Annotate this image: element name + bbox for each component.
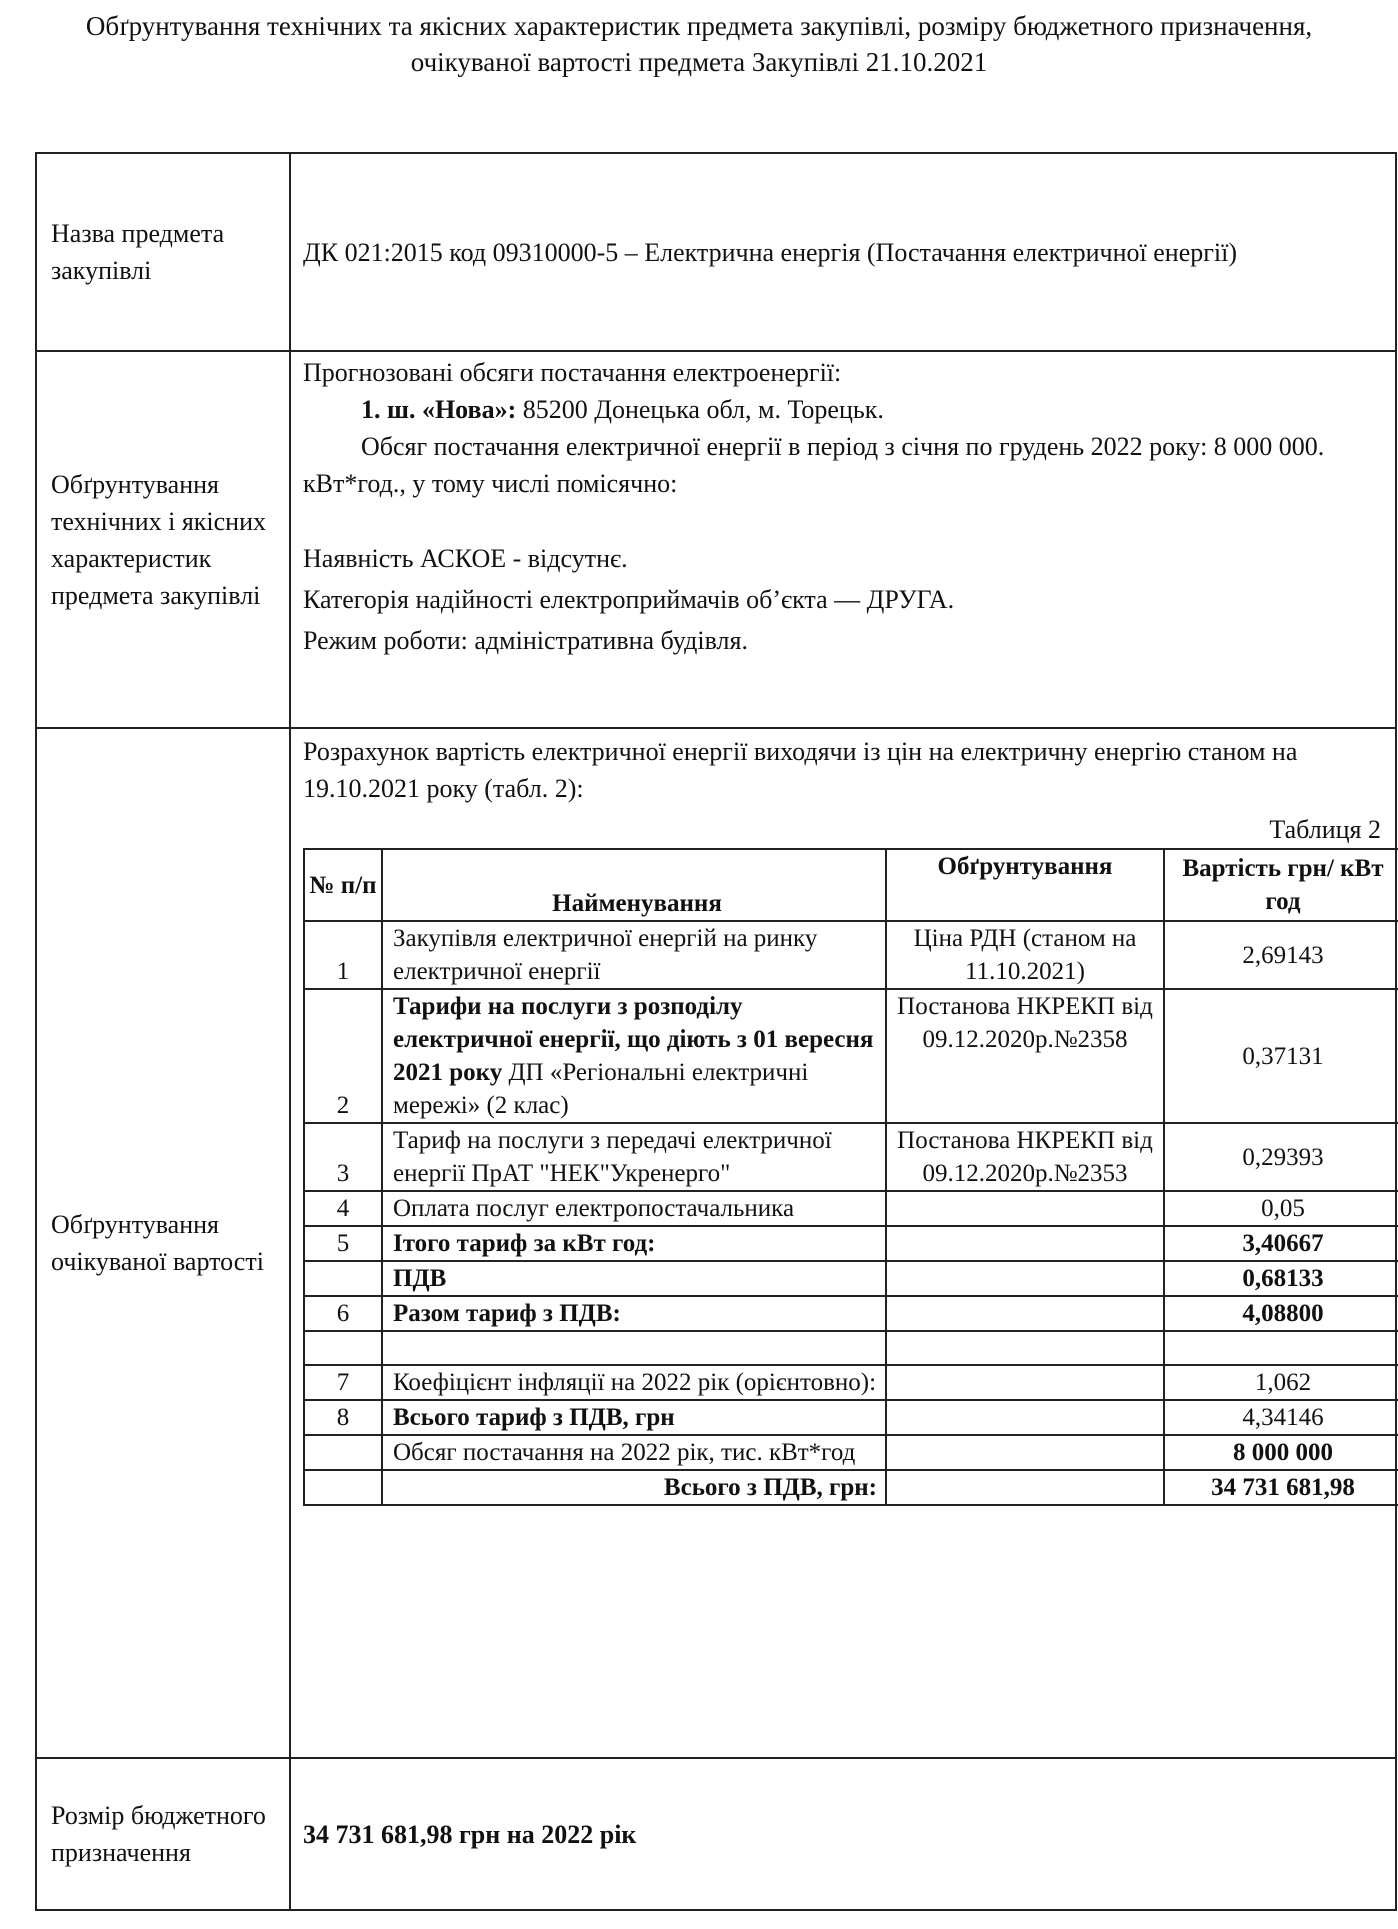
budget-label: Розмір бюджетного призначення [36,1758,290,1910]
row-no: 4 [304,1191,382,1226]
table-row [304,1191,1398,1226]
budget-row [36,1758,1396,1910]
row-no: 8 [304,1400,382,1435]
row-basis [886,1400,1164,1435]
table-row [304,989,1398,1123]
row-name: Обсяг постачання на 2022 рік, тис. кВт*год [382,1435,886,1470]
row-name-bold: Тарифи на послуги з розподілу електричної енергії, що діють з 01 вересня 2021 року [393,993,874,1086]
row-basis: Постанова НКРЕКП від 09.12.2020р.№2353 [886,1123,1164,1191]
table-row [304,1435,1398,1470]
table-row [304,1296,1398,1331]
row-value: 0,37131 [1164,989,1398,1123]
technical-object [303,391,1387,428]
technical-row [36,351,1396,728]
row-basis [886,1365,1164,1400]
row-name: Оплата послуг електропостачальника [382,1191,886,1226]
header-basis: Обґрунтування [886,849,1164,921]
object-address: 85200 Донецька обл, м. Торецьк. [516,395,884,424]
row-no: 5 [304,1226,382,1261]
row-no: 3 [304,1123,382,1191]
cost-row [36,728,1396,1758]
row-basis: Постанова НКРЕКП від 09.12.2020р.№2358 [886,989,1164,1123]
table-row [304,921,1398,989]
row-value: 2,69143 [1164,921,1398,989]
subject-value: ДК 021:2015 код 09310000-5 – Електрична енергія (Постачання електричної енергії) [290,153,1396,351]
row-name [382,989,886,1123]
total-basis [886,1470,1164,1505]
row-name: Закупівля електричної енергій на ринку електричної енергії [382,921,886,989]
budget-value: 34 731 681,98 грн на 2022 рік [290,1758,1396,1910]
row-name: Тариф на послуги з передачі електричної енергії ПрАТ "НЕК"Укренерго" [382,1123,886,1191]
document-title: Обґрунтування технічних та якісних характеристик предмета закупівлі, розміру бюджетного призначення, очікуваної вартості предмета Закупівлі 21.10.2021 [85,11,1313,77]
row-no [304,1435,382,1470]
row-name-rest: ДП «Регіональні електричні мережі» (2 клас) [393,1059,809,1119]
table-caption: Таблиця 2 [1269,815,1381,844]
row-basis [886,1296,1164,1331]
header-no: № п/п [304,849,382,921]
row-value: 4,08800 [1164,1296,1398,1331]
header-value: Вартість грн/ кВт год [1164,849,1398,921]
technical-intro: Прогнозовані обсяги постачання електроенергії: [303,358,842,387]
cost-intro: Розрахунок вартість електричної енергії виходячи із цін на електричну енергію станом на 19.10.2021 року (табл. 2): [303,737,1298,803]
row-basis [886,1261,1164,1296]
table-row [304,1365,1398,1400]
total-no [304,1470,382,1505]
row-basis [886,1331,1164,1365]
cost-table [303,848,1398,1506]
row-value: 0,05 [1164,1191,1398,1226]
row-name: Коефіцієнт інфляції на 2022 рік (орієнтовно): [382,1365,886,1400]
row-name: Разом тариф з ПДВ: [382,1296,886,1331]
row-name [382,1331,886,1365]
row-basis [886,1435,1164,1470]
row-no: 2 [304,989,382,1123]
row-no: 6 [304,1296,382,1331]
subject-row [36,153,1396,351]
table-row [304,1123,1398,1191]
header-name: Найменування [382,849,886,921]
technical-volume: Обсяг постачання електричної енергії в період з січня по грудень 2022 року: 8 000 000. кВт*год., у тому числі помісячно: [303,432,1325,498]
row-name: Ітого тариф за кВт год: [382,1226,886,1261]
technical-content [290,351,1396,728]
row-basis [886,1191,1164,1226]
row-no: 7 [304,1365,382,1400]
technical-reliability: Категорія надійності електроприймачів об’єкта — ДРУГА. [303,585,955,614]
row-no: 1 [304,921,382,989]
row-name: Всього тариф з ПДВ, грн [382,1400,886,1435]
technical-label: Обґрунтування технічних і якісних характеристик предмета закупівлі [36,351,290,728]
technical-askoe: Наявність АСКОЕ - відсутнє. [303,544,628,573]
row-value: 8 000 000 [1164,1435,1398,1470]
object-name: 1. ш. «Нова»: [361,395,517,424]
table-row [304,1261,1398,1296]
subject-label: Назва предмета закупівлі [36,153,290,351]
row-no [304,1261,382,1296]
row-basis [886,1226,1164,1261]
technical-mode: Режим роботи: адміністративна будівля. [303,626,748,655]
cost-label: Обґрунтування очікуваної вартості [36,728,290,1758]
cost-content [290,728,1396,1758]
row-basis: Ціна РДН (станом на 11.10.2021) [886,921,1164,989]
total-value: 34 731 681,98 [1164,1470,1398,1505]
table-row [304,1226,1398,1261]
row-name: ПДВ [382,1261,886,1296]
cost-table-header [304,849,1398,921]
row-value: 0,68133 [1164,1261,1398,1296]
table-total-row [304,1470,1398,1505]
row-value: 1,062 [1164,1365,1398,1400]
table-row-empty [304,1331,1398,1365]
row-value [1164,1331,1398,1365]
row-no [304,1331,382,1365]
table-row [304,1400,1398,1435]
total-label: Всього з ПДВ, грн: [382,1470,886,1505]
row-value: 3,40667 [1164,1226,1398,1261]
row-value: 0,29393 [1164,1123,1398,1191]
justification-table [35,152,1397,1911]
row-value: 4,34146 [1164,1400,1398,1435]
